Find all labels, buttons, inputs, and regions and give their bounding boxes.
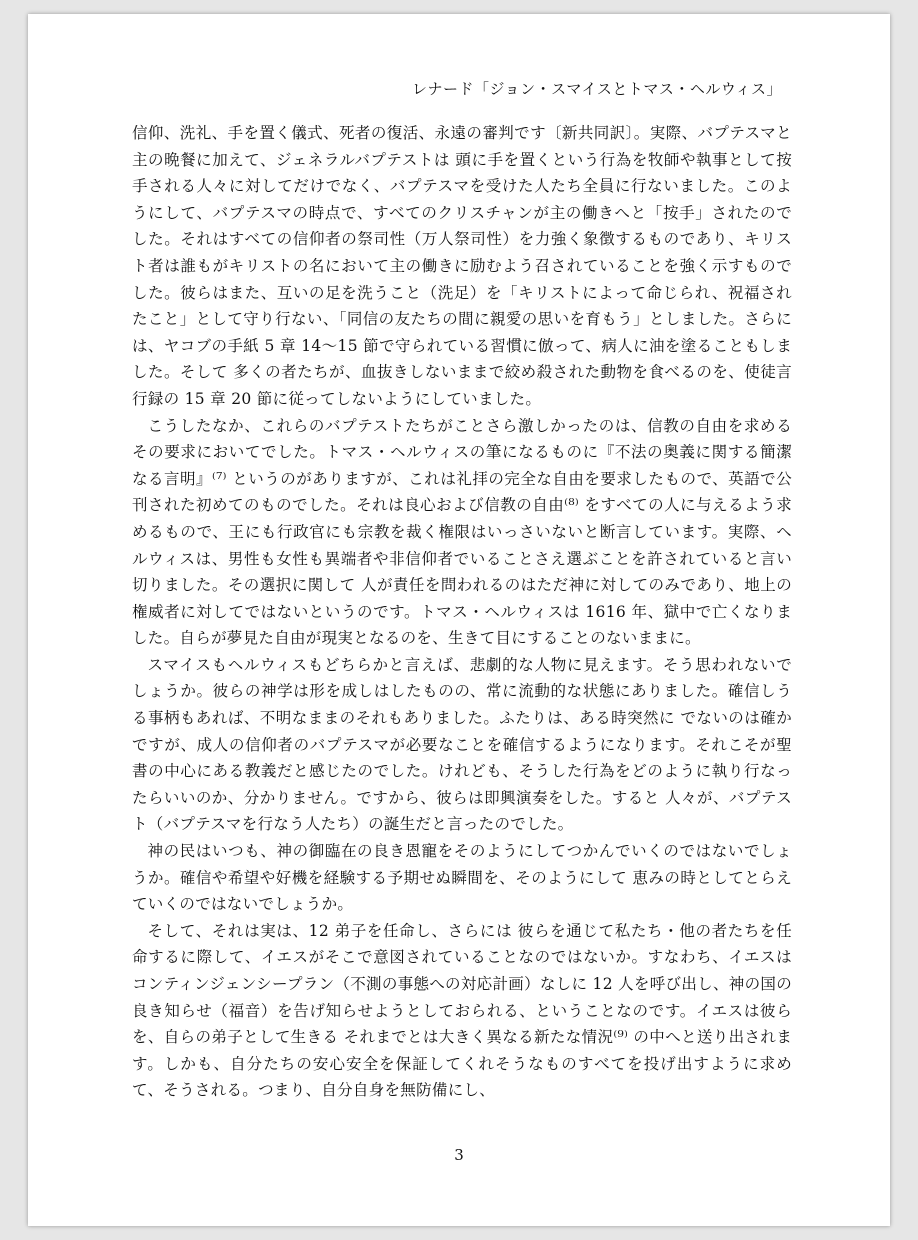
paragraph: スマイスもヘルウィスもどちらかと言えば、悲劇的な人物に見えます。そう思われないでしょうか。彼らの神学は形を成しはしたものの、常に流動的な状態にありました。確信しうる事柄もあれば、不明なままのそれもありました。ふたりは、ある時突然に でないのは確かですが、成人の信仰者のバプテスマが必要なことを確信するようになります。それこそが聖書の中心にある教義だと感じたのでした。けれども、そうした行為をどのように執り行なったらいいのか、分かりません。ですから、彼らは即興演奏をした。すると 人々が、バプテスト（バプテスマを行なう人たち）の誕生だと言ったのでした。 <box>132 655 792 834</box>
paragraph: 信仰、洗礼、手を置く儀式、死者の復活、永遠の審判です〔新共同訳〕。実際、バプテスマと主の晩餐に加えて、ジェネラルバプテストは 頭に手を置くという行為を牧師や執事として按手される人々に対してだけでなく、バプテスマを受けた人たち全員に行ないました。このようにして、バプテスマの時点で、すべてのクリスチャンが主の働きへと「按手」されたのでした。それはすべての信仰者の祭司性（万人祭司性）を力強く象徴するものであり、キリスト者は誰もがキリストの名において主の働きに励むよう召されていることを強く示すものでした。彼らはまた、互いの足を洗うこと（洗足）を「キリストによって命じられ、祝福されたこと」として守り行ない、「同信の友たちの間に親愛の思いを育もう」としました。さらには、ヤコブの手紙 5 章 14〜15 節で守られている習慣に倣って、病人に油を塗ることもしました。そして 多くの者たちが、血抜きしないままで絞め殺された動物を食べるのを、使徒言行録の 15 章 20 節に従ってしないようにしていました。 <box>132 124 792 408</box>
paragraph: こうしたなか、これらのバプテストたちがことさら激しかったのは、信教の自由を求める その要求においてでした。トマス・ヘルウィスの筆になるものに『不法の奥義に関する簡潔なる言明』⁽⁷⁾ というのがありますが、これは礼拝の完全な自由を要求したもので、英語で公刊された初めてのものでした。それは良心および信教の自由⁽⁸⁾ をすべての人に与えるよう求めるもので、王にも行政官にも宗教を裁く権限はいっさいないと断言しています。実際、ヘルウィスは、男性も女性も異端者や非信仰者でいることさえ選ぶことを許されていると言い切りました。その選択に関して 人が責任を問われるのはただ神に対してのみであり、地上の権威者に対してではないというのです。トマス・ヘルウィスは 1616 年、獄中で亡くなりました。自らが夢見た自由が現実となるのを、生きて目にすることのないままに。 <box>132 416 792 648</box>
paragraph: 神の民はいつも、神の御臨在の良き恩寵をそのようにしてつかんでいくのではないでしょうか。確信や希望や好機を経験する予期せぬ瞬間を、そのようにして 恵みの時としてとらえていくのではないでしょうか。 <box>132 842 792 914</box>
page-number: 3 <box>454 1146 464 1164</box>
document-page <box>28 14 890 1226</box>
running-header: レナード「ジョン・スマイスとトマス・ヘルウィス」 <box>411 80 782 98</box>
body-text <box>132 120 792 1104</box>
paragraph: そして、それは実は、12 弟子を任命し、さらには 彼らを通じて私たち・他の者たちを任命するに際して、イエスがそこで意図されていることなのではないか。すなわち、イエスはコンティンジェンシープラン（不測の事態への対応計画）なしに 12 人を呼び出し、神の国の良き知らせ（福音）を告げ知らせようとしておられる、ということなのです。イエスは彼らを、自らの弟子として生きる それまでとは大きく異なる新たな情況⁽⁹⁾ の中へと送り出されます。しかも、自分たちの安心安全を保証してくれそうなものすべてを投げ出すように求めて、そうされる。つまり、自分自身を無防備にし、 <box>132 921 792 1100</box>
